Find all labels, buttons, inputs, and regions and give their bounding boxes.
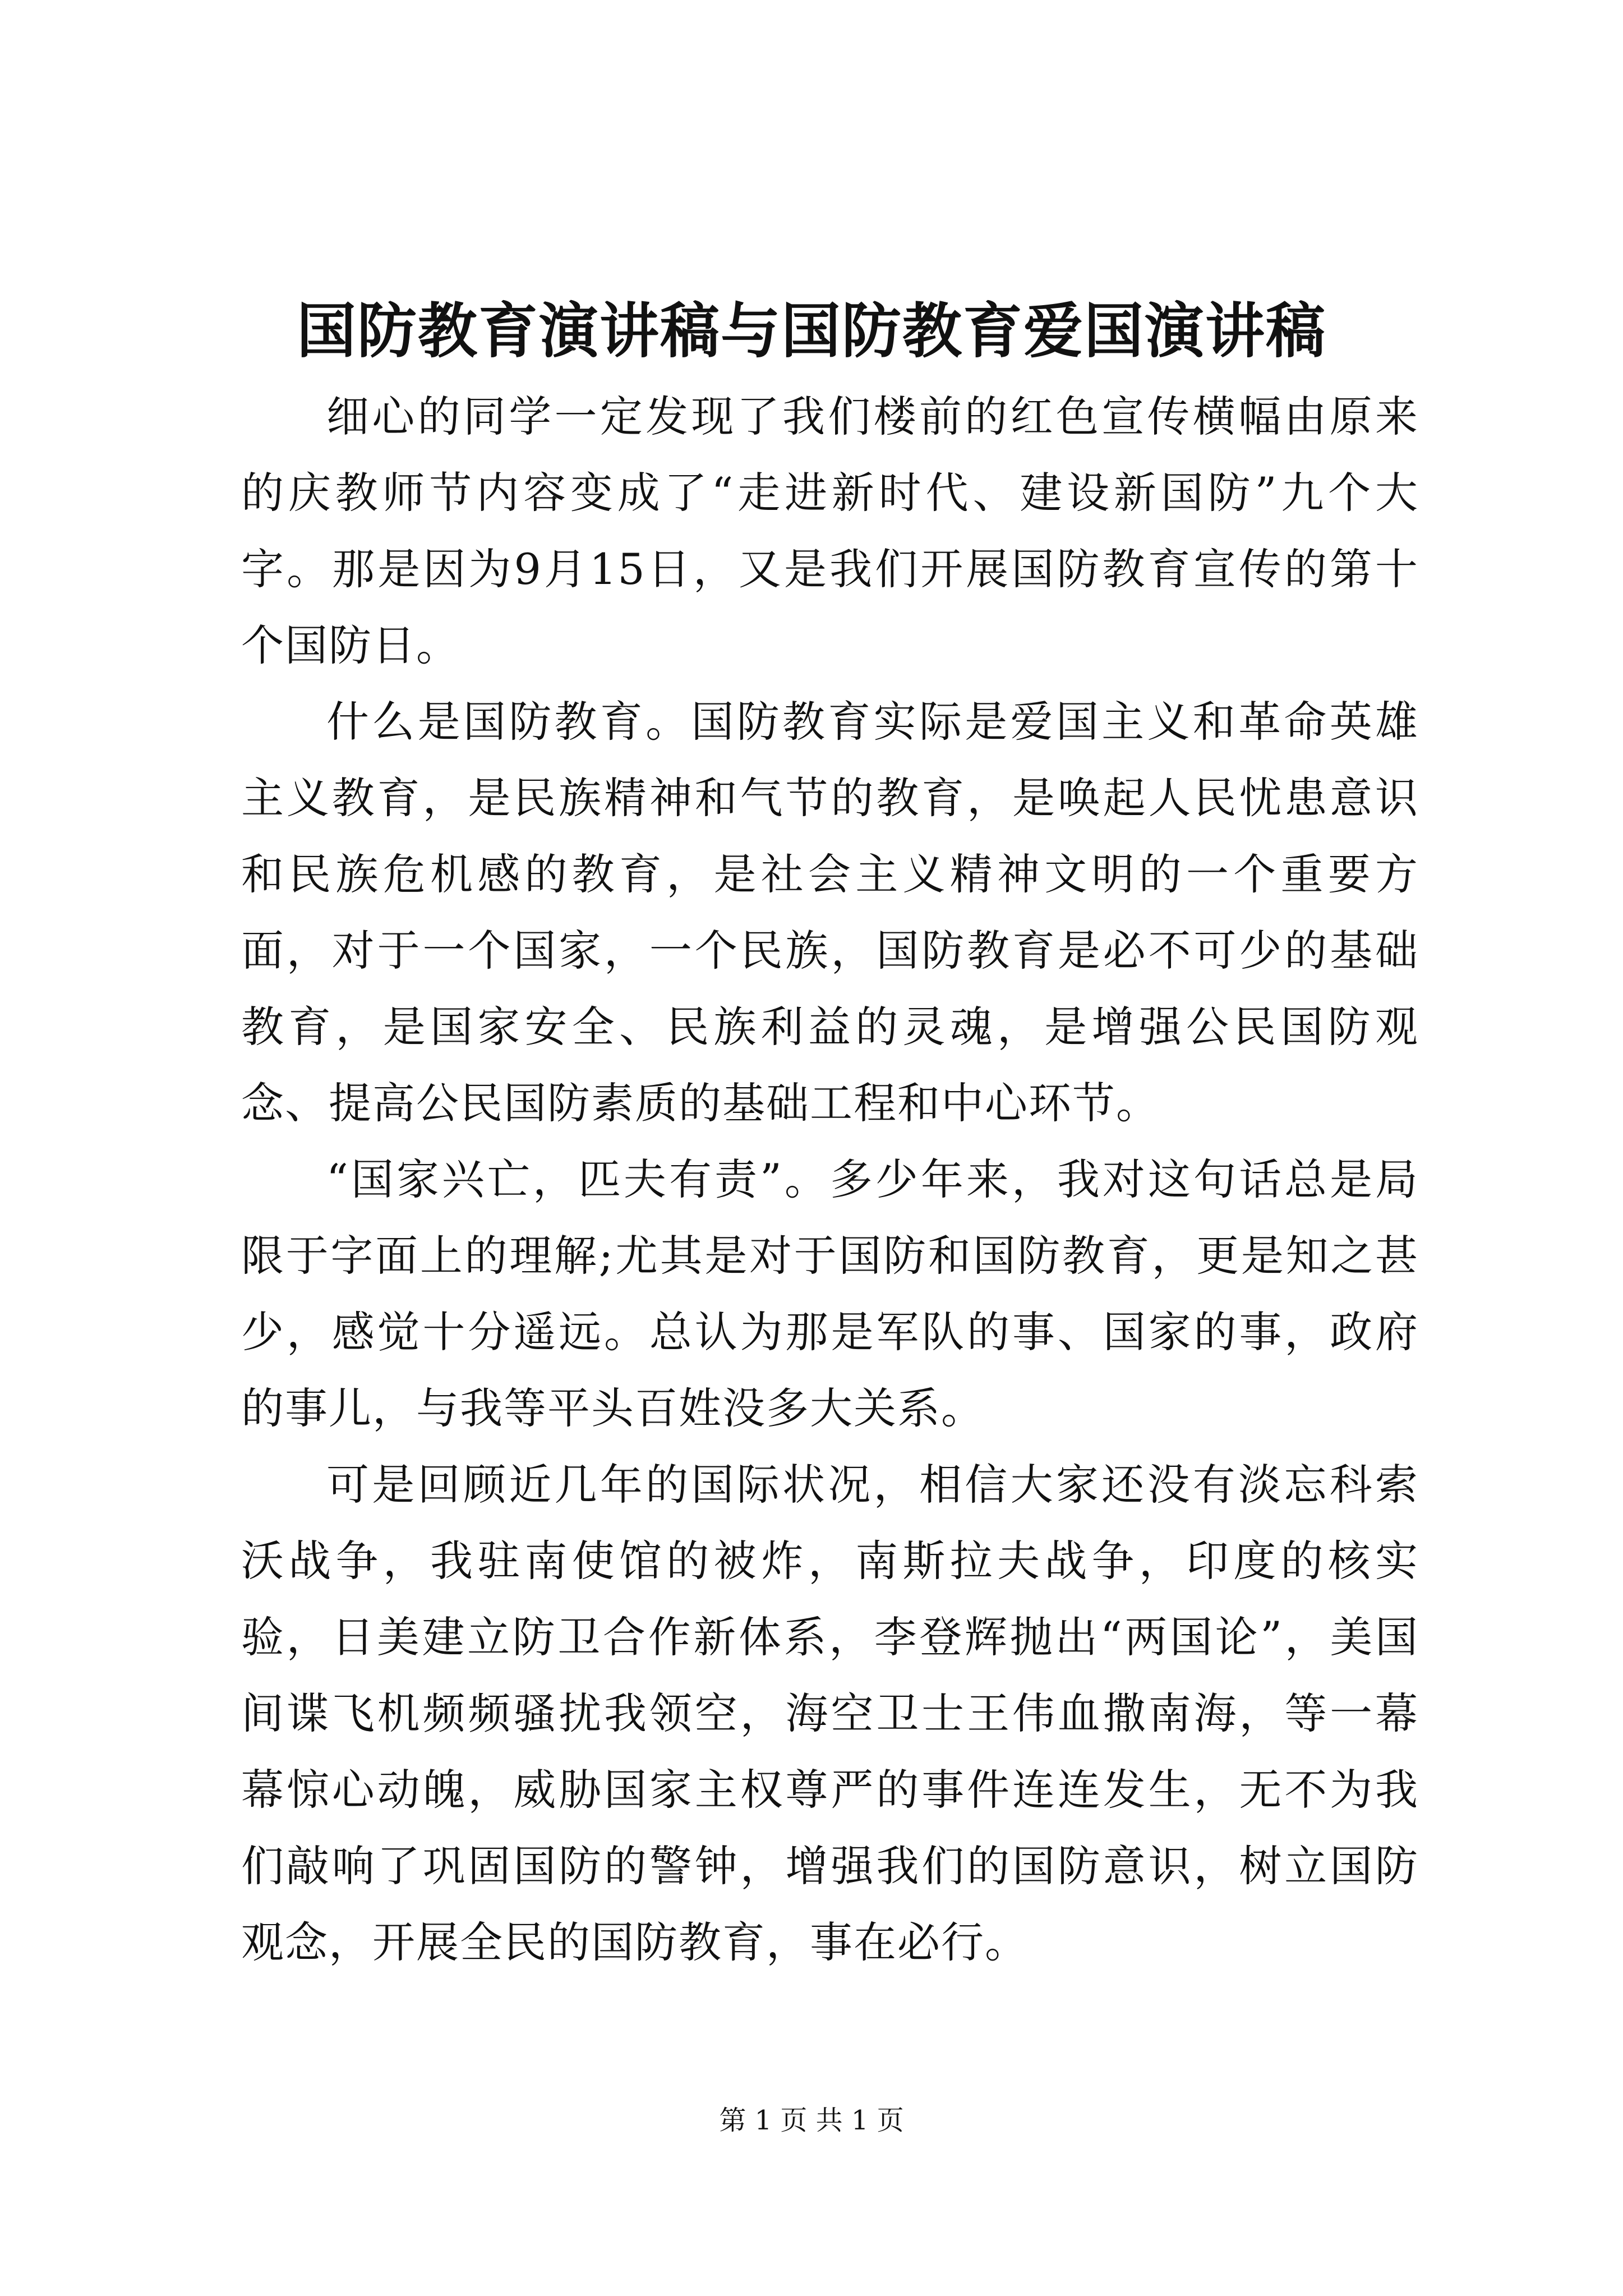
document-body (241, 379, 1419, 1981)
paragraph-3: “国家兴亡，匹夫有责”。多少年来，我对这句话总是局限于字面上的理解;尤其是对于国防和国防教育，更是知之甚少，感觉十分遥远。总认为那是军队的事、国家的事，政府的事儿，与我等平头百姓没多大关系。 (241, 1154, 1419, 1433)
page-footer: 第 1 页 共 1 页 (719, 2105, 904, 2136)
document-title: 国防教育演讲稿与国防教育爱国演讲稿 (297, 296, 1326, 366)
paragraph-2: 什么是国防教育。国防教育实际是爱国主义和革命英雄主义教育，是民族精神和气节的教育，是唤起人民忧患意识和民族危机感的教育，是社会主义精神文明的一个重要方面，对于一个国家，一个民族，国防教育是必不可少的基础教育，是国家安全、民族利益的灵魂，是增强公民国防观念、提高公民国防素质的基础工程和中心环节。 (241, 697, 1419, 1128)
paragraph-4: 可是回顾近几年的国际状况，相信大家还没有淡忘科索沃战争，我驻南使馆的被炸，南斯拉夫战争，印度的核实验，日美建立防卫合作新体系，李登辉抛出“两国论”，美国间谍飞机频频骚扰我领空，海空卫士王伟血撒南海，等一幕幕惊心动魄，威胁国家主权尊严的事件连连发生，无不为我们敲响了巩固国防的警钟，增强我们的国防意识，树立国防观念，开展全民的国防教育，事在必行。 (241, 1460, 1419, 1967)
paragraph-1: 细心的同学一定发现了我们楼前的红色宣传横幅由原来的庆教师节内容变成了“走进新时代、建设新国防”九个大字。那是因为9月15日，又是我们开展国防教育宣传的第十个国防日。 (241, 392, 1419, 670)
